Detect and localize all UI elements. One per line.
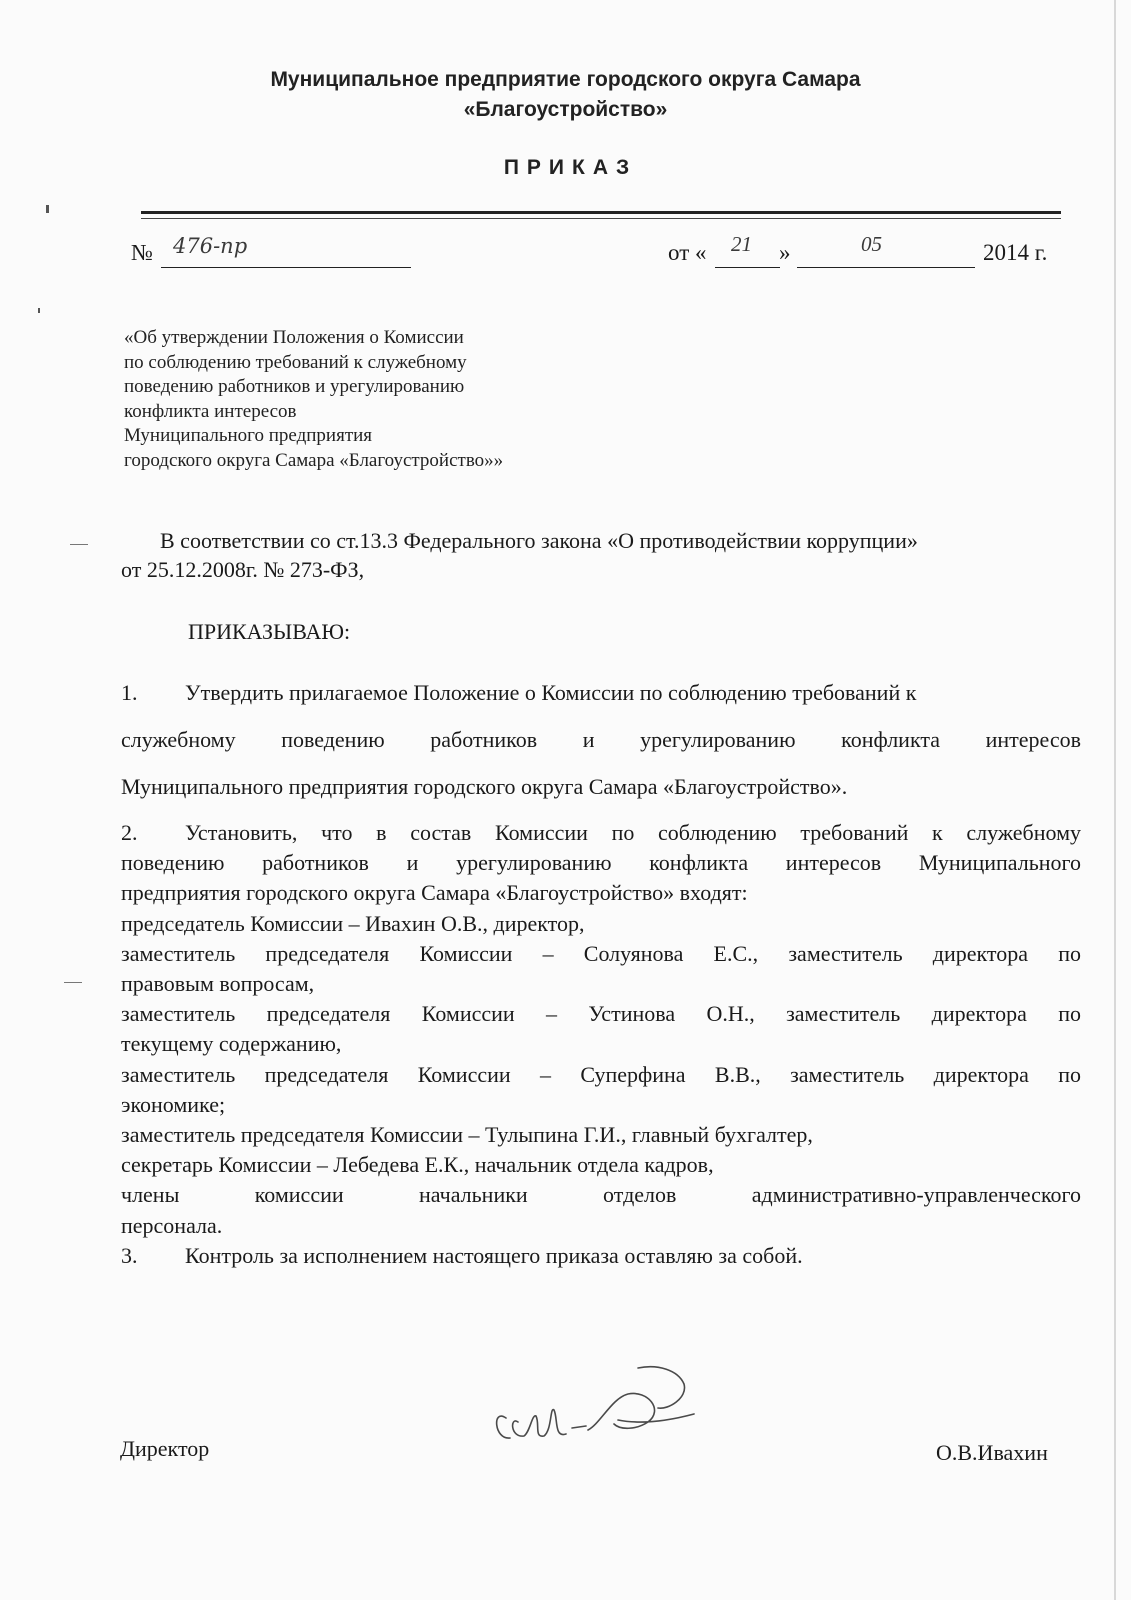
member-line: заместитель председателя Комиссии – Устинова О.Н., заместитель директора по [121,1001,1081,1027]
scan-mark [70,544,88,545]
item2-block [121,818,1081,1271]
order-subject [124,326,503,473]
day-handwritten: 21 [731,232,752,256]
item-number: 3. [121,1242,138,1268]
header-rule-thick [141,211,1061,214]
preamble-line: В соответствии со ст.13.3 Федерального закона «О противодействии коррупции» [160,528,918,553]
member-line: председатель Комиссии – Ивахин О.В., директор, [121,910,585,936]
item3-line [121,1241,1081,1271]
item2-line1 [121,818,1081,848]
number-date-row [131,232,1061,276]
member-line: экономике; [121,1091,226,1117]
header-rule-thin [141,218,1061,219]
item2-line3: предприятия городского округа Самара «Благоустройство» входят: [121,880,748,906]
number-label: № [131,240,153,265]
subject-line: по соблюдению требований к служебному [124,351,467,373]
day-underline [715,267,780,268]
scan-edge [1114,0,1116,1600]
document-title: ПРИКАЗ [503,156,638,179]
number-underline [161,267,411,268]
year: 2014 г. [983,240,1048,265]
member-line: секретарь Комиссии – Лебедева Е.К., начальник отдела кадров, [121,1152,714,1178]
organization-name-quoted: «Благоустройство» [463,98,668,121]
preamble-line: от 25.12.2008г. № 273-ФЗ, [121,557,365,582]
order-number-handwritten: 476-пр [173,234,248,258]
member-line: заместитель председателя Комиссии – Суперфина В.В., заместитель директора по [121,1061,1081,1087]
member-line: персонала. [121,1212,223,1238]
member-line: правовым вопросам, [121,971,315,997]
subject-line: поведению работников и урегулированию [124,376,465,397]
item1-text: Утвердить прилагаемое Положение о Комиссии по соблюдению требований к [185,680,917,705]
date-quote-close: » [779,240,791,265]
organization-name: Муниципальное предприятие городского округа Самара [270,68,861,91]
subject-line: «Об утверждении Положения о Комиссии [124,327,464,348]
item2-text: Установить, что в состав Комиссии по соблюдению требований к служебному [185,820,1081,845]
item1-line1 [121,680,1081,706]
date-prefix: от « [668,240,707,265]
item1-line2: служебному поведению работников и урегулированию конфликта интересов [121,727,1081,752]
member-line: заместитель председателя Комиссии – Тулыпина Г.И., главный бухгалтер, [121,1122,813,1148]
signatory-title: Директор [120,1436,210,1461]
preamble [121,526,1081,584]
subject-line: конфликта интересов [124,400,297,422]
item3-text: Контроль за исполнением настоящего приказа оставляю за собой. [185,1242,803,1268]
month-underline [797,267,975,268]
item-number: 1. [121,680,138,705]
item2-line2: поведению работников и урегулированию конфликта интересов Муниципального [121,850,1081,876]
subject-line: Муниципального предприятия [124,425,373,446]
subject-line: городского округа Самара «Благоустройство»» [124,449,504,471]
item-number: 2. [121,820,138,845]
order-word: ПРИКАЗЫВАЮ: [188,619,351,644]
scan-speck [38,308,40,313]
scan-speck [46,205,49,213]
scan-mark [64,982,82,983]
month-handwritten: 05 [861,232,882,256]
member-line: заместитель председателя Комиссии – Солуянова Е.С., заместитель директора по [121,940,1081,966]
item1-line3: Муниципального предприятия городского округа Самара «Благоустройство». [121,774,848,799]
member-line: текущему содержанию, [121,1031,342,1057]
signatory-name: О.В.Ивахин [936,1440,1048,1465]
handwritten-signature [488,1358,718,1458]
member-line: члены комиссии начальники отделов административно-управленческого [121,1182,1081,1208]
